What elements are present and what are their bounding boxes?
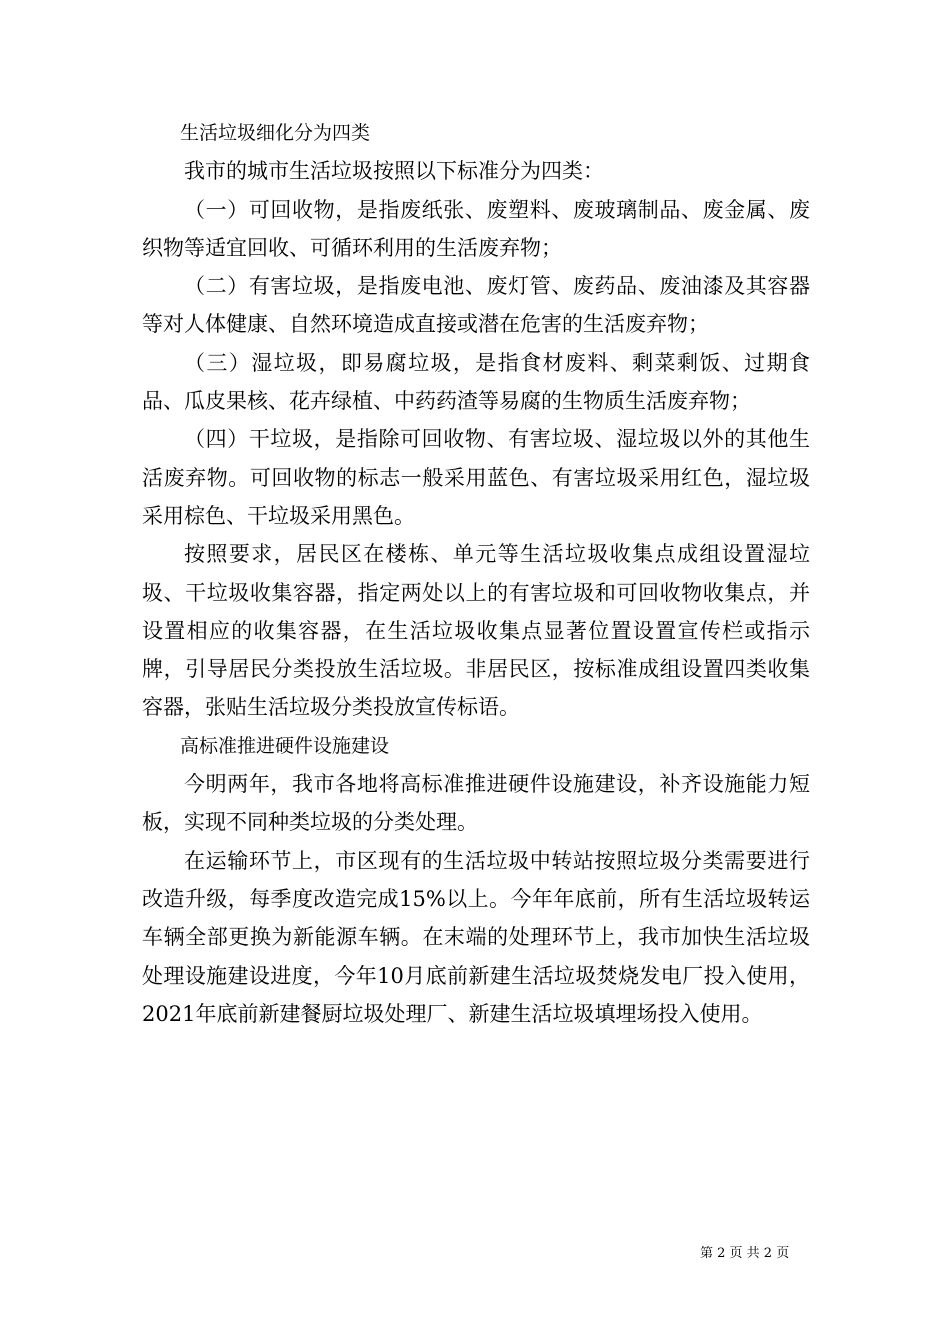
paragraph-residential-requirements: 按照要求，居民区在楼栋、单元等生活垃圾收集点成组设置湿垃圾、干垃圾收集容器，指定两处以上的有害垃圾和可回收物收集点，并设置相应的收集容器，在生活垃圾收集点显著位置设置宣传栏或指示牌，引导居民分类投放生活垃圾。非居民区，按标准成组设置四类收集容器，张贴生活垃圾分类投放宣传标语。: [142, 542, 810, 720]
paragraph-wet-waste: （三）湿垃圾，即易腐垃圾，是指食材废料、剩菜剩饭、过期食品、瓜皮果核、花卉绿植、中药药渣等易腐的生物质生活废弃物；: [142, 350, 810, 414]
paragraph-facilities-plan: 今明两年，我市各地将高标准推进硬件设施建设，补齐设施能力短板，实现不同种类垃圾的分类处理。: [142, 772, 810, 835]
section-heading-facilities: 高标准推进硬件设施建设: [180, 734, 390, 757]
paragraph-intro: 我市的城市生活垃圾按照以下标准分为四类：: [184, 159, 604, 184]
document-body: [142, 114, 810, 1033]
paragraph-recyclables: （一）可回收物，是指废纸张、废塑料、废玻璃制品、废金属、废织物等适宜回收、可循环利用的生活废弃物；: [142, 197, 810, 260]
paragraph-dry-waste: （四）干垃圾，是指除可回收物、有害垃圾、湿垃圾以外的其他生活废弃物。可回收物的标志一般采用蓝色、有害垃圾采用红色，湿垃圾采用棕色、干垃圾采用黑色。: [142, 427, 810, 528]
section-heading-classification: 生活垃圾细化分为四类: [180, 122, 371, 144]
page-number: 第 2 页 共 2 页: [700, 1246, 790, 1261]
paragraph-hazardous-waste: （二）有害垃圾，是指废电池、废灯管、废药品、废油漆及其容器等对人体健康、自然环境造成直接或潜在危害的生活废弃物；: [142, 274, 810, 337]
paragraph-transport-processing: 在运输环节上，市区现有的生活垃圾中转站按照垃圾分类需要进行改造升级，每季度改造完成15%以上。今年年底前，所有生活垃圾转运车辆全部更换为新能源车辆。在末端的处理环节上，我市加快生活垃圾处理设施建设进度，今年10月底前新建生活垃圾焚烧发电厂投入使用，2021年底前新建餐厨垃圾处理厂、新建生活垃圾填埋场投入使用。: [142, 848, 810, 1026]
